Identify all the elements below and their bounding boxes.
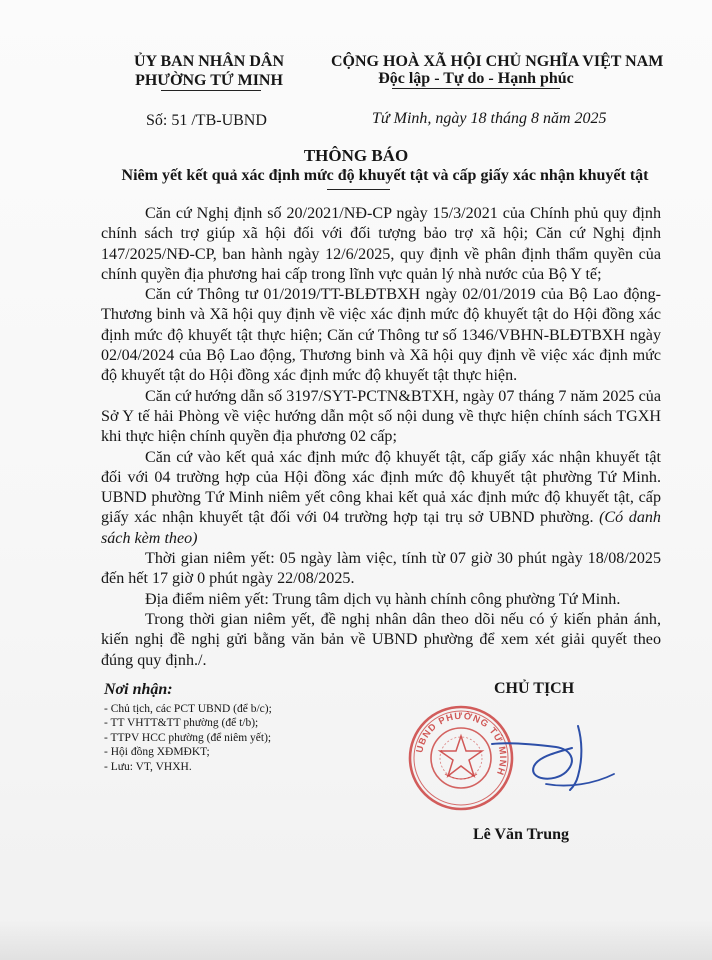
photo-shadow: [0, 920, 712, 960]
national-motto: Độc lập - Tự do - Hạnh phúc: [378, 70, 574, 87]
signer-role: CHỦ TỊCH: [494, 680, 575, 697]
document-title: THÔNG BÁO: [303, 146, 409, 165]
body-paragraph: Địa điểm niêm yết: Trung tâm dịch vụ hành chính công phường Tứ Minh.: [145, 590, 621, 608]
recipient-item: - TTPV HCC phường (để niêm yết);: [104, 731, 272, 744]
agency-name-line1: ỦY BAN NHÂN DÂN: [133, 53, 285, 70]
body-paragraph-text: Căn cứ vào kết quả xác định mức độ khuyết tật, cấp giấy xác nhận khuyết tật đối với 04 trường hợp của Hội đồng xác định mức độ khuyết tật phường Tứ Minh. UBND phường Tứ Minh niêm yết công khai kết quả xác định mức độ khuyết tật, cấp giấy xác nhận khuyết tật đối với 04 trường hợp tại trụ sở UBND phường.: [101, 448, 661, 527]
document-subtitle: Niêm yết kết quả xác định mức độ khuyết tật và cấp giấy xác nhận khuyết tật: [121, 167, 649, 184]
attachment-note: (Có danh sách kèm theo): [101, 509, 661, 547]
seal-text: UBND PHƯỜNG TỨ MINH: [413, 709, 510, 778]
body-paragraph: Căn cứ Thông tư 01/2019/TT-BLĐTBXH ngày 02/01/2019 của Bộ Lao động-Thương binh và Xã hội quy định về việc xác định mức độ khuyết tật do Hội đồng xác định mức độ khuyết tật thực hiện; Căn cứ Thông tư số 1346/VBHN-BLĐTBXH ngày 02/04/2024 của Bộ Lao động, Thương binh và Xã hội quy định về việc xác định mức độ khuyết tật do Hội đồng xác định mức độ khuyết tật thực hiện.: [101, 286, 661, 385]
body-paragraph: Thời gian niêm yết: 05 ngày làm việc, tính từ 07 giờ 30 phút ngày 18/08/2025 đến hết 17 giờ 0 phút ngày 22/08/2025.: [101, 550, 661, 588]
recipient-item: - Hội đồng XĐMĐKT;: [104, 746, 210, 759]
document-number: Số: 51 /TB-UBND: [146, 112, 267, 129]
signer-name: Lê Văn Trung: [473, 826, 570, 843]
recipient-item: - Chủ tịch, các PCT UBND (để b/c);: [104, 703, 272, 715]
national-title: CỘNG HOÀ XÃ HỘI CHỦ NGHĨA VIỆT NAM: [331, 53, 664, 70]
recipients-heading-text: Nơi nhận: [104, 681, 168, 698]
body-paragraph: [101, 448, 661, 549]
handwritten-signature: [486, 714, 620, 800]
motto-underline: [392, 88, 560, 89]
place-and-date: Tứ Minh, ngày 18 tháng 8 năm 2025: [372, 110, 607, 127]
agency-underline: [161, 90, 261, 91]
body-paragraph: Căn cứ Nghị định số 20/2021/NĐ-CP ngày 15/3/2021 của Chính phủ quy định chính sách trợ giúp xã hội đối với đối tượng bảo trợ xã hội; Căn cứ Nghị định 147/2025/NĐ-CP, ban hành ngày 12/6/2025, quy định về phân định thẩm quyền của chính quyền địa phương hai cấp trong lĩnh vực quản lý nhà nước của Bộ Y tế;: [101, 205, 661, 283]
recipient-item: - Lưu: VT, VHXH.: [104, 760, 192, 773]
recipients-list: [104, 702, 272, 774]
body-paragraph: Căn cứ hướng dẫn số 3197/SYT-PCTN&BTXH, ngày 07 tháng 7 năm 2025 của Sở Y tế hải Phòng về việc hướng dẫn một số nội dung về thực hiện chính sách TGXH khi thực hiện chính quyền địa phương 02 cấp;: [101, 387, 661, 446]
recipients-heading: Nơi nhận:: [104, 681, 173, 698]
recipient-item: - TT VHTT&TT phường (để t/b);: [104, 717, 259, 730]
document-body: [101, 204, 661, 671]
body-paragraph: Trong thời gian niêm yết, đề nghị nhân dân theo dõi nếu có ý kiến phản ánh, kiến nghị đề nghị gửi bằng văn bản về UBND phường để xem xét giải quyết theo đúng quy định./.: [101, 610, 661, 669]
subtitle-underline: [327, 189, 390, 190]
agency-name-line2: PHƯỜNG TỨ MINH: [135, 72, 283, 89]
